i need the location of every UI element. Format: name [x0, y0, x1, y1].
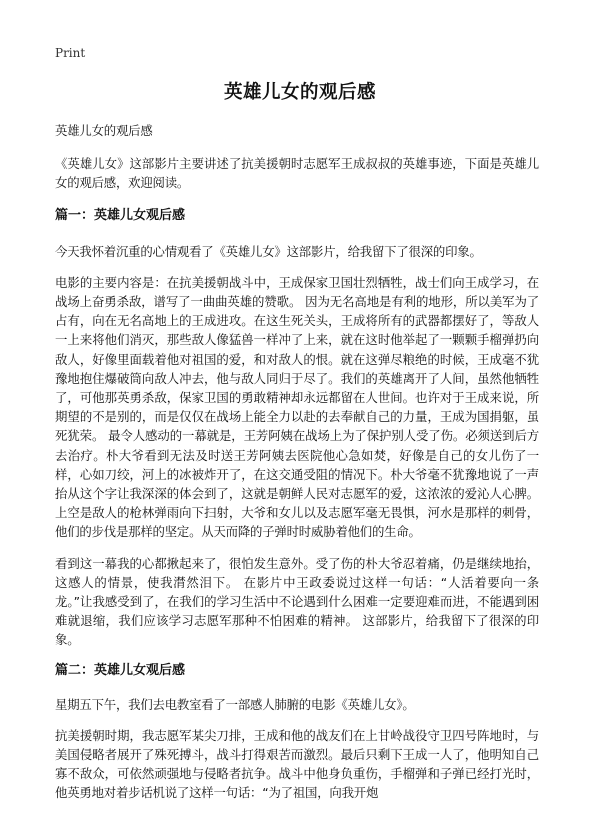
section1-paragraph-1: 今天我怀着沉重的心情观看了《英雄儿女》这部影片，给我留下了很深的印象。 [55, 243, 482, 259]
section-heading-1: 篇一：英雄儿女观后感 [55, 207, 186, 223]
print-label: Print [55, 46, 86, 60]
intro-paragraph: 《英雄儿女》这部影片主要讲述了抗美援朝时志愿军王成叔叔的英雄事迹，下面是英雄儿女的观后感，欢迎阅读。 [55, 156, 539, 191]
section1-paragraph-2: 电影的主要内容是：在抗美援朝战斗中，王成保家卫国壮烈牺牲，战士们向王成学习，在战场上奋勇杀敌，谱写了一曲曲英雄的赞歌。 因为无名高地是有利的地形，所以美军为了占有，向在无名高地上的王成进攻。在这生死关头，王成将所有的武器都摆好了，等敌人一上来将他们消灭，那些敌人像猛兽一样冲了上来，就在这时他举起了一颗颗手榴弹扔向敌人，好像里面载着他对祖国的爱，和对敌人的恨。就在这弹尽粮绝的时候，王成毫不犹豫地抱住爆破筒向敌人冲去，他与敌人同归于尽了。我们的英雄离开了人间，虽然他牺牲了，可他那英勇杀敌，保家卫国的勇敢精神却永远都留在人世间。也许对于王成来说，所期望的不是别的，而是仅仅在战场上能全力以赴的去奉献自己的力量，王成为国捐躯，虽死犹荣。 最令人感动的一幕就是，王芳阿姨在战场上为了保护别人受了伤。必须送到后方去治疗。朴大爷看到无法及时送王芳阿姨去医院他心急如焚，好像是自己的女儿伤了一样，心如刀绞，河上的冰被炸开了，在这交通受阻的情况下。朴大爷毫不犹豫地说了一声抬从这个字让我深深的体会到了，这就是朝鲜人民对志愿军的爱，这浓浓的爱沁人心脾。上空是敌人的枪林弹雨向下扫射，大爷和女儿以及志愿军毫无畏惧，河水是那样的刺骨，他们的步伐是那样的坚定。从天而降的子弹时时威胁着他们的生命。 [55, 274, 539, 540]
section2-paragraph-2: 抗美援朝时期，我志愿军某尖刀排，王成和他的战友们在上甘岭战役守卫四号阵地时，与美国侵略者展开了殊死搏斗，战斗打得艰苦而激烈。最后只剩下王成一人了，他明知自己寡不敌众，可依然顽强地与侵略者抗争。战斗中他身负重伤，手榴弹和子弹已经打光时，他英勇地对着步话机说了这样一句话：“为了祖国，向我开炮 [55, 727, 539, 801]
page-title: 英雄儿女的观后感 [223, 82, 376, 103]
article-body [55, 121, 539, 815]
article-subtitle: 英雄儿女的观后感 [55, 123, 153, 138]
section2-paragraph-1: 星期五下午，我们去电教室看了一部感人肺腑的电影《英雄儿女》。 [55, 696, 415, 712]
section-heading-2: 篇二：英雄儿女观后感 [55, 662, 186, 678]
section1-paragraph-3: 看到这一幕我的心都揪起来了，很怕发生意外。受了伤的朴大爷忍着痛，仍是继续地抬，这感人的情景，使我潸然泪下。 在影片中王政委说过这样一句话：“人活着要向一条龙。”让我感受到了，在我们的学习生活中不论遇到什么困难一定要迎难而进，不能遇到困难就退缩，我们应该学习志愿军那种不怕困难的精神。 这部影片，给我留下了很深的印象。 [55, 555, 539, 648]
